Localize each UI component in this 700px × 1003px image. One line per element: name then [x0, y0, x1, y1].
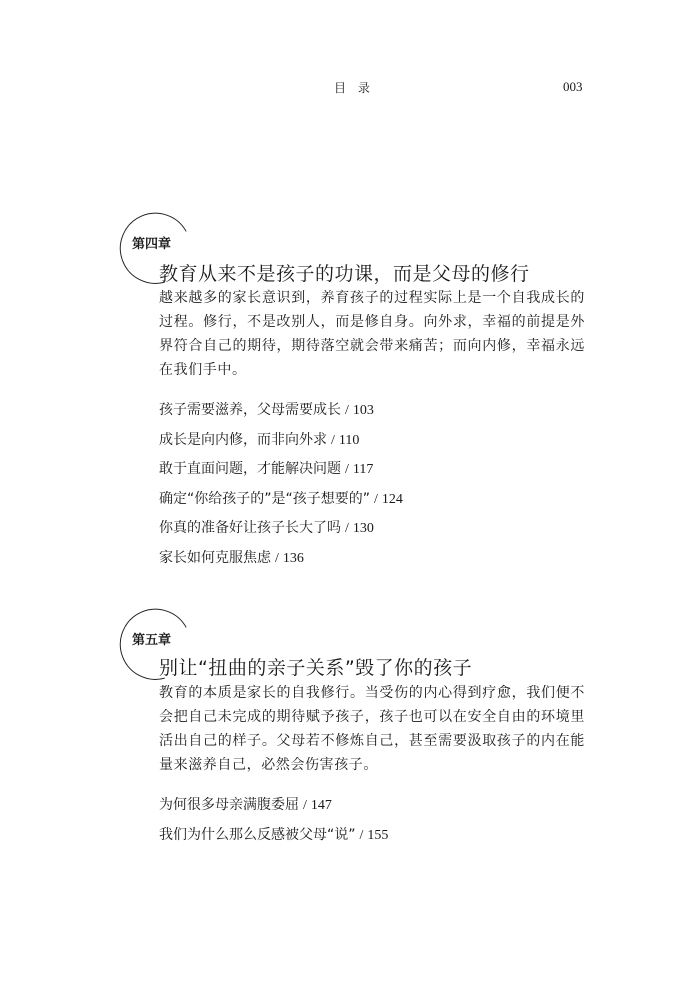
- toc-entry-page: 124: [381, 491, 403, 507]
- toc-entry-separator: /: [345, 403, 349, 418]
- toc-entry-page: 110: [338, 432, 360, 448]
- toc-entry[interactable]: [159, 795, 388, 825]
- toc-entry-separator: /: [374, 491, 378, 507]
- toc-entry-page: 103: [352, 403, 374, 418]
- toc-entry-page: 136: [282, 550, 304, 566]
- toc-entry[interactable]: [159, 459, 403, 489]
- chapter-summary: 越来越多的家长意识到，养育孩子的过程实际上是一个自我成长的过程。修行，不是改别人，而是修自身。向外求，幸福的前提是外界符合自己的期待，期待落空就会带来痛苦；而向内修，幸福永远在我们手中。: [159, 290, 585, 378]
- toc-entry[interactable]: [159, 548, 403, 578]
- toc-entry-title: 我们为什么那么反感被父母“说”: [159, 826, 356, 843]
- toc-entry[interactable]: [159, 825, 388, 855]
- toc-list: [159, 400, 403, 578]
- running-title: 目 录: [334, 81, 374, 95]
- toc-entry-title: 家长如何克服焦虑: [159, 549, 271, 566]
- toc-entry-title: 成长是向内修，而非向外求: [159, 431, 327, 448]
- toc-entry-separator: /: [331, 432, 335, 448]
- toc-entry-separator: /: [345, 462, 349, 478]
- toc-entry-title: 你真的准备好让孩子长大了吗: [159, 520, 341, 537]
- toc-list: [159, 795, 388, 854]
- toc-entry-title: 敢于直面问题，才能解决问题: [159, 461, 341, 478]
- chapter-title: 教育从来不是孩子的功课，而是父母的修行: [159, 263, 530, 285]
- toc-entry-separator: /: [345, 521, 349, 537]
- toc-entry-separator: /: [359, 827, 364, 843]
- toc-entry[interactable]: [159, 400, 403, 430]
- toc-entry-page: 130: [352, 521, 374, 537]
- toc-entry-title: 确定“你给孩子的”是“孩子想要的”: [159, 490, 371, 507]
- toc-entry-page: 155: [367, 827, 389, 843]
- chapter-label: 第五章: [132, 633, 172, 648]
- toc-entry[interactable]: [159, 518, 403, 548]
- chapter-title: 别让“扭曲的亲子关系”毁了你的孩子: [159, 657, 473, 679]
- toc-entry[interactable]: [159, 489, 403, 519]
- toc-entry-separator: /: [303, 798, 307, 813]
- toc-entry-title: 为何很多母亲满腹委屈: [159, 797, 299, 813]
- toc-entry-separator: /: [275, 550, 279, 566]
- toc-entry-page: 117: [352, 462, 374, 478]
- toc-entry-page: 147: [310, 798, 332, 813]
- page-number: 003: [563, 79, 583, 94]
- toc-entry-title: 孩子需要滋养，父母需要成长: [159, 402, 341, 418]
- chapter-label: 第四章: [132, 237, 172, 252]
- chapter-summary: 教育的本质是家长的自我修行。当受伤的内心得到疗愈，我们便不会把自己未完成的期待赋予孩子，孩子也可以在安全自由的环境里活出自己的样子。父母若不修炼自己，甚至需要汲取孩子的内在能量来滋养自己，必然会伤害孩子。: [159, 685, 585, 773]
- toc-entry[interactable]: [159, 430, 403, 460]
